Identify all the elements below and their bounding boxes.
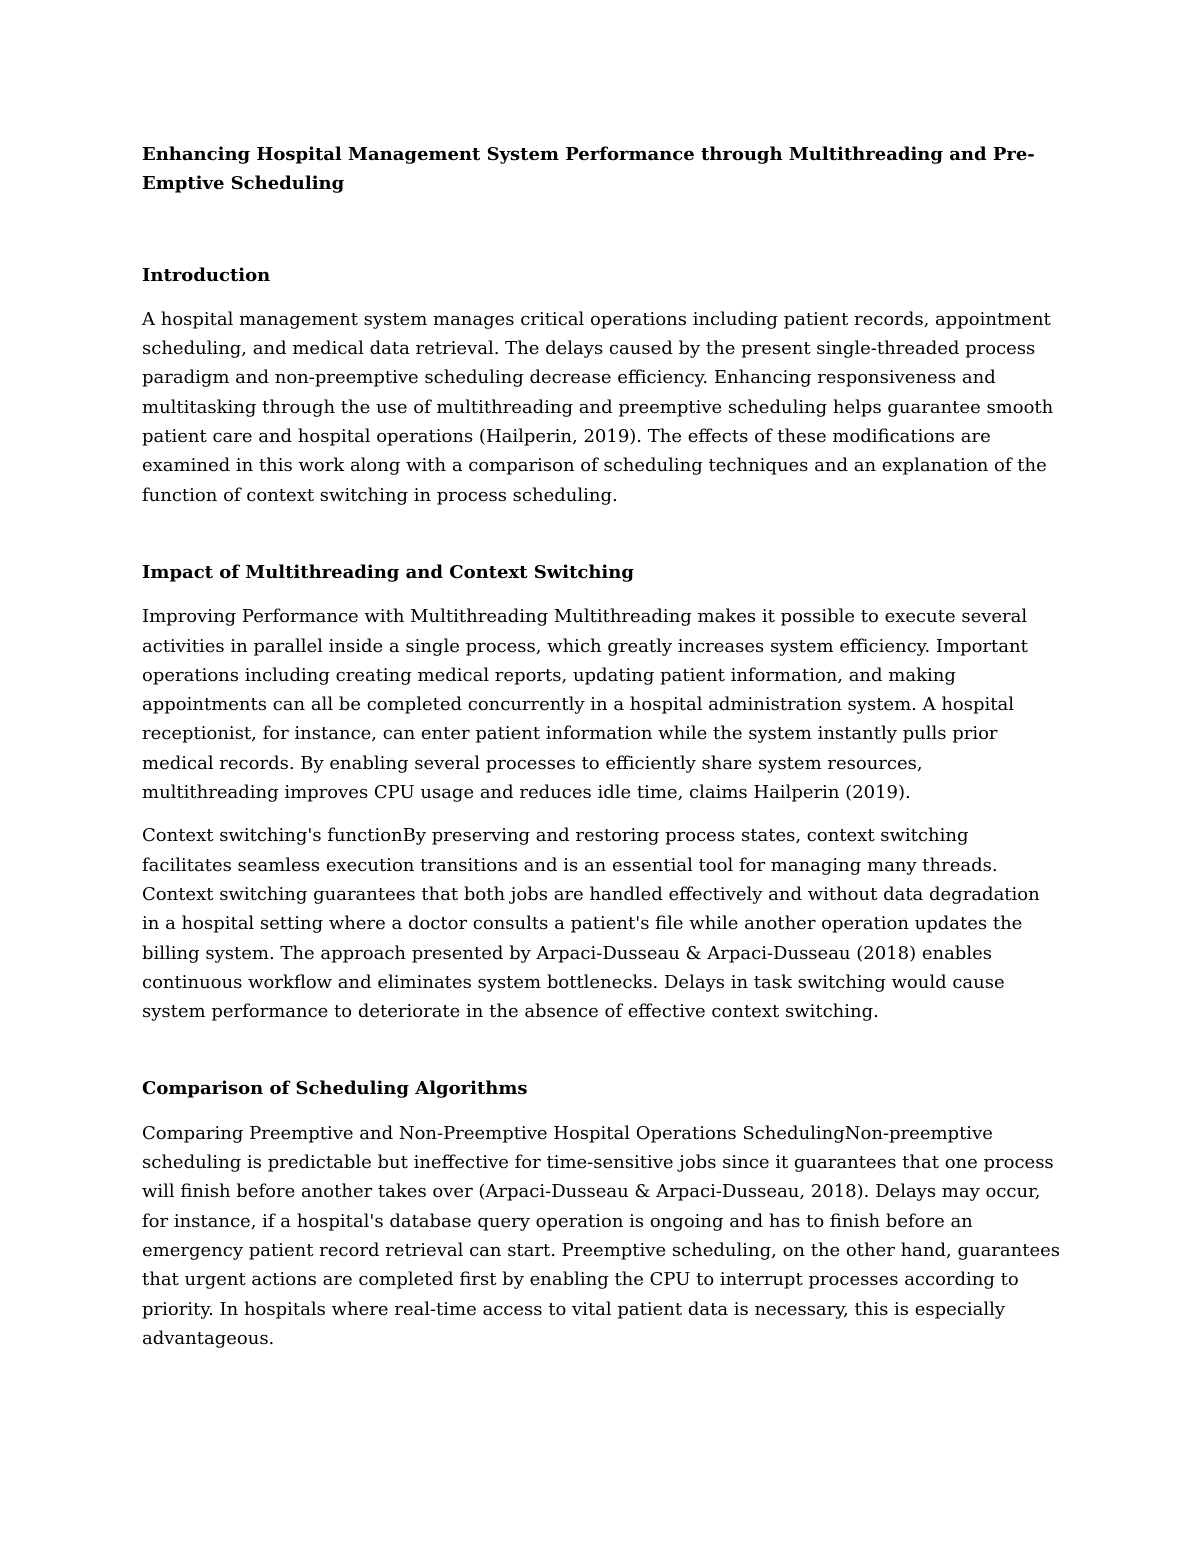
section-heading: Introduction xyxy=(142,264,271,286)
document-title: Enhancing Hospital Management System Performance through Multithreading and Pre-Emptive Scheduling xyxy=(142,144,1035,195)
section-heading: Comparison of Scheduling Algorithms xyxy=(142,1078,528,1100)
paragraph: A hospital management system manages critical operations including patient records, appointment scheduling, and medical data retrieval. The delays caused by the present single-threaded process paradigm and non-preemptive scheduling decrease efficiency. Enhancing responsiveness and multitasking through the use of multithreading and preemptive scheduling helps guarantee smooth patient care and hospital operations (Hailperin, 2019). The effects of these modifications are examined in this work along with a comparison of scheduling techniques and an explanation of the function of context switching in process scheduling. xyxy=(142,308,1054,506)
section-heading: Impact of Multithreading and Context Switching xyxy=(142,561,634,583)
paragraph: Comparing Preemptive and Non-Preemptive Hospital Operations SchedulingNon-preemptive scheduling is predictable but ineffective for time-sensitive jobs since it guarantees that one process will finish before another takes over (Arpaci-Dusseau & Arpaci-Dusseau, 2018). Delays may occur, for instance, if a hospital's database query operation is ongoing and has to finish before an emergency patient record retrieval can start. Preemptive scheduling, on the other hand, guarantees that urgent actions are completed first by enabling the CPU to interrupt processes according to priority. In hospitals where real-time access to vital patient data is necessary, this is especially advantageous. xyxy=(142,1122,1060,1349)
document-body xyxy=(142,140,1062,1367)
section-introduction xyxy=(142,261,1062,510)
section-scheduling-comparison xyxy=(142,1074,1062,1353)
paragraph: Improving Performance with Multithreading Multithreading makes it possible to execute several activities in parallel inside a single process, which greatly increases system efficiency. Important operations including creating medical reports, updating patient information, and making appointments can all be completed concurrently in a hospital administration system. A hospital receptionist, for instance, can enter patient information while the system instantly pulls prior medical records. By enabling several processes to efficiently share system resources, multithreading improves CPU usage and reduces idle time, claims Hailperin (2019). xyxy=(142,606,1028,804)
section-multithreading xyxy=(142,558,1062,1026)
paragraph: Context switching's functionBy preserving and restoring process states, context switching facilitates seamless execution transitions and is an essential tool for managing many threads. Context switching guarantees that both jobs are handled effectively and without data degradation in a hospital setting where a doctor consults a patient's file while another operation updates the billing system. The approach presented by Arpaci-Dusseau & Arpaci-Dusseau (2018) enables continuous workflow and eliminates system bottlenecks. Delays in task switching would cause system performance to deteriorate in the absence of effective context switching. xyxy=(142,825,1040,1023)
